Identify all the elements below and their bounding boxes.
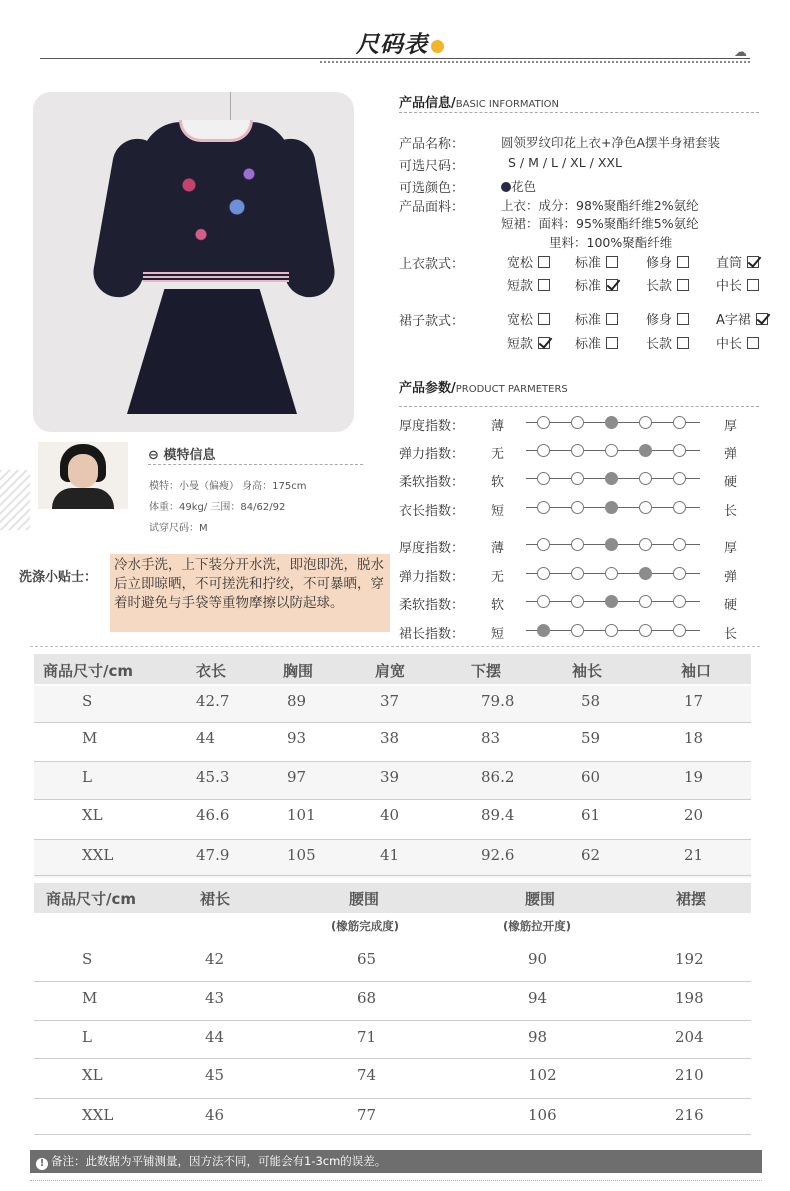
- table1-cell: 89.4: [481, 806, 515, 824]
- fabric-skirt: 短裙：面料：95%聚酯纤维5%氨纶: [501, 216, 699, 231]
- param-node: [537, 444, 550, 457]
- checkbox[interactable]: [538, 256, 550, 268]
- param-node: [673, 567, 686, 580]
- basic-info-divider: [399, 112, 759, 113]
- param-level-marker: [639, 444, 652, 457]
- checkbox[interactable]: [747, 279, 759, 291]
- table1-cell: 89: [287, 692, 307, 710]
- param-slider: [526, 624, 700, 638]
- model-stats-line1: 模特：小曼（偏瘦） 身高：175cm: [149, 481, 307, 492]
- checkbox[interactable]: [677, 313, 689, 325]
- table2-header-bar: [34, 883, 751, 913]
- table1-cell: 62: [581, 846, 601, 864]
- top-style-option[interactable]: 短款: [507, 275, 550, 294]
- top-style-option[interactable]: 标准: [575, 275, 618, 294]
- table1-cell: M: [82, 729, 98, 747]
- param-low-label: 短: [491, 504, 505, 519]
- section-divider: [30, 646, 760, 647]
- table1-cell: 44: [196, 729, 216, 747]
- product-name-label: 产品名称：: [399, 137, 465, 152]
- table1-cell: 58: [581, 692, 601, 710]
- table2-cell: S: [82, 950, 93, 968]
- param-node: [571, 416, 584, 429]
- param-node: [571, 444, 584, 457]
- param-node: [537, 567, 550, 580]
- product-name: 圆领罗纹印花上衣+净色A摆半身裙套装: [501, 135, 721, 150]
- table2-cell: XL: [82, 1066, 103, 1084]
- param-high-label: 硬: [724, 598, 738, 613]
- table1-cell: 17: [684, 692, 704, 710]
- param-label: 弹力指数：: [399, 570, 465, 585]
- info-icon: !: [36, 1158, 48, 1170]
- param-level-marker: [639, 567, 652, 580]
- product-photo: [33, 92, 354, 432]
- skirt-style-option[interactable]: A字裙: [716, 309, 768, 328]
- param-level-marker: [605, 538, 618, 551]
- top-style-option[interactable]: 直筒: [716, 252, 759, 271]
- header-dotted-divider: [320, 61, 750, 64]
- table1-header-cell: 肩宽: [375, 662, 406, 680]
- param-level-marker: [605, 595, 618, 608]
- table2-cell: 204: [675, 1028, 704, 1046]
- table1-cell: 21: [684, 846, 704, 864]
- table1-cell: L: [82, 768, 92, 786]
- top-style-option[interactable]: 标准: [575, 252, 618, 271]
- model-avatar: [38, 442, 128, 509]
- table1-cell: 38: [380, 729, 400, 747]
- checkbox[interactable]: [606, 313, 618, 325]
- param-node: [571, 472, 584, 485]
- top-style-option[interactable]: 长款: [646, 275, 689, 294]
- table2-cell: 90: [528, 950, 548, 968]
- table2-header-cell: 腰围: [349, 890, 380, 908]
- params-divider: [399, 406, 759, 407]
- param-low-label: 薄: [491, 541, 505, 556]
- param-slider: [526, 595, 700, 609]
- table2-cell: 44: [205, 1028, 225, 1046]
- param-node: [673, 501, 686, 514]
- table1-cell: 83: [481, 729, 501, 747]
- param-node: [639, 472, 652, 485]
- measurement-note: ! 备注：此数据为平铺测量，因方法不同，可能会有1-3cm的误差。: [30, 1150, 762, 1173]
- param-node: [537, 416, 550, 429]
- skirt-style-option[interactable]: 标准: [575, 309, 618, 328]
- bottom-divider: [30, 1180, 762, 1181]
- wash-tips-text: 冷水手洗，上下装分开水洗，即泡即洗，脱水后立即晾晒，不可搓洗和拧绞，不可暴晒，穿着时避免与手袋等重物摩擦以防起球。: [110, 554, 390, 632]
- table2-cell: 210: [675, 1066, 704, 1084]
- zigzag-decoration: [0, 470, 30, 530]
- table2-cell: 98: [528, 1028, 548, 1046]
- top-style-label: 上衣款式：: [399, 257, 465, 272]
- table1-cell: 101: [287, 806, 316, 824]
- page-title: 尺码表: [356, 32, 428, 58]
- table2-cell: 43: [205, 989, 225, 1007]
- checked-checkbox[interactable]: [538, 337, 550, 349]
- param-high-label: 硬: [724, 475, 738, 490]
- param-node: [605, 624, 618, 637]
- table1-cell: 93: [287, 729, 307, 747]
- checked-checkbox[interactable]: [747, 256, 759, 268]
- param-level-marker: [537, 624, 550, 637]
- table-row-divider: [34, 981, 751, 982]
- param-label: 衣长指数：: [399, 504, 465, 519]
- table-row-divider: [34, 1058, 751, 1059]
- table1-cell: S: [82, 692, 93, 710]
- header-divider: [40, 58, 750, 59]
- table1-cell: 41: [380, 846, 400, 864]
- skirt-style-option[interactable]: 中长: [716, 333, 759, 352]
- model-info-divider: [148, 464, 363, 465]
- param-node: [571, 567, 584, 580]
- table1-header-cell: 袖长: [572, 662, 603, 680]
- table2-header-cell: 裙长: [200, 890, 231, 908]
- wash-tips-label: 洗涤小贴士：: [19, 570, 98, 585]
- table1-cell: 19: [684, 768, 704, 786]
- table-row-divider: [34, 722, 751, 723]
- param-high-label: 厚: [724, 419, 738, 434]
- table1-cell: 97: [287, 768, 307, 786]
- checkbox[interactable]: [677, 256, 689, 268]
- param-low-label: 短: [491, 627, 505, 642]
- checkbox[interactable]: [677, 279, 689, 291]
- table-row-divider: [34, 1020, 751, 1021]
- param-node: [673, 416, 686, 429]
- table2-cell: 102: [528, 1066, 557, 1084]
- param-low-label: 薄: [491, 419, 505, 434]
- basic-info-title: 产品信息/BASIC INFORMATION: [399, 96, 560, 111]
- param-node: [571, 595, 584, 608]
- param-high-label: 弹: [724, 570, 738, 585]
- param-label: 柔软指数：: [399, 475, 465, 490]
- fabric-lining: 里料：100%聚酯纤维: [549, 235, 673, 250]
- param-low-label: 软: [491, 598, 505, 613]
- skirt-style-option[interactable]: 宽松: [507, 309, 550, 328]
- table-row-divider: [34, 799, 751, 800]
- table2-cell: 46: [205, 1106, 225, 1124]
- params-title: 产品参数/PRODUCT PARMETERS: [399, 381, 568, 396]
- table2-subheader: (橡筋完成度): [331, 919, 400, 933]
- table1-cell: 42.7: [196, 692, 230, 710]
- table1-header-cell: 下摆: [471, 662, 502, 680]
- table2-cell: 94: [528, 989, 548, 1007]
- param-node: [537, 538, 550, 551]
- table1-cell: 40: [380, 806, 400, 824]
- skirt-style-option[interactable]: 修身: [646, 309, 689, 328]
- cloud-icon: ☁: [734, 45, 747, 60]
- table1-cell: 105: [287, 846, 316, 864]
- fabric-top: 上衣：成分：98%聚酯纤维2%氨纶: [501, 198, 699, 213]
- skirt-style-option[interactable]: 短款: [507, 333, 550, 352]
- param-level-marker: [605, 472, 618, 485]
- table1-header-cell: 衣长: [196, 662, 227, 680]
- table1-cell: 39: [380, 768, 400, 786]
- param-slider: [526, 501, 700, 515]
- checked-checkbox[interactable]: [606, 279, 618, 291]
- param-label: 裙长指数：: [399, 627, 465, 642]
- table1-cell: 45.3: [196, 768, 230, 786]
- table2-subheader: (橡筋拉开度): [503, 919, 572, 933]
- table2-cell: 192: [675, 950, 704, 968]
- param-node: [571, 538, 584, 551]
- back-arrow-icon: ⊖: [148, 448, 159, 463]
- table1-cell: XL: [82, 806, 103, 824]
- table2-cell: 216: [675, 1106, 704, 1124]
- color-label: 可选颜色：: [399, 181, 465, 196]
- table2-cell: 45: [205, 1066, 225, 1084]
- checkbox[interactable]: [677, 337, 689, 349]
- table2-cell: M: [82, 989, 98, 1007]
- table1-cell: 79.8: [481, 692, 515, 710]
- table2-cell: 74: [357, 1066, 377, 1084]
- table1-cell: 86.2: [481, 768, 515, 786]
- param-slider: [526, 538, 700, 552]
- table1-cell: 37: [380, 692, 400, 710]
- table1-cell: 60: [581, 768, 601, 786]
- sizes-label: 可选尺码：: [399, 159, 465, 174]
- model-stats-line2: 体重：49kg/ 三围：84/62/92: [149, 502, 286, 513]
- top-style-option[interactable]: 宽松: [507, 252, 550, 271]
- param-level-marker: [605, 501, 618, 514]
- color-dot-icon: [501, 182, 511, 192]
- table2-header-cell: 商品尺寸/cm: [46, 890, 137, 908]
- param-high-label: 长: [724, 627, 738, 642]
- checkbox[interactable]: [606, 337, 618, 349]
- param-node: [673, 595, 686, 608]
- param-node: [639, 595, 652, 608]
- table2-cell: 71: [357, 1028, 377, 1046]
- title-dot-decoration: [431, 40, 444, 53]
- checkbox[interactable]: [606, 256, 618, 268]
- param-low-label: 无: [491, 447, 505, 462]
- table1-cell: 61: [581, 806, 601, 824]
- param-slider: [526, 444, 700, 458]
- table2-cell: 106: [528, 1106, 557, 1124]
- table2-cell: XXL: [82, 1106, 114, 1124]
- param-label: 厚度指数：: [399, 419, 465, 434]
- color-value: 花色: [501, 177, 536, 195]
- table1-header-cell: 商品尺寸/cm: [43, 662, 134, 680]
- param-low-label: 软: [491, 475, 505, 490]
- param-node: [673, 538, 686, 551]
- sizes-value: S / M / L / XL / XXL: [508, 155, 622, 170]
- table1-cell: 47.9: [196, 846, 230, 864]
- table-row-divider: [34, 875, 751, 876]
- param-node: [673, 624, 686, 637]
- checkbox[interactable]: [747, 337, 759, 349]
- fabric-label: 产品面料：: [399, 200, 465, 215]
- param-node: [571, 501, 584, 514]
- model-stats-line3: 试穿尺码：M: [149, 523, 208, 534]
- param-node: [639, 538, 652, 551]
- param-node: [639, 501, 652, 514]
- checked-checkbox[interactable]: [756, 313, 768, 325]
- table1-cell: 20: [684, 806, 704, 824]
- top-style-option[interactable]: 修身: [646, 252, 689, 271]
- table1-cell: 59: [581, 729, 601, 747]
- top-style-option[interactable]: 中长: [716, 275, 759, 294]
- param-node: [639, 624, 652, 637]
- table2-header-cell: 腰围: [525, 890, 556, 908]
- checkbox[interactable]: [538, 313, 550, 325]
- param-node: [571, 624, 584, 637]
- checkbox[interactable]: [538, 279, 550, 291]
- table2-cell: L: [82, 1028, 92, 1046]
- param-node: [537, 472, 550, 485]
- table2-header-cell: 裙摆: [676, 890, 707, 908]
- skirt-style-label: 裙子款式：: [399, 314, 465, 329]
- param-label: 厚度指数：: [399, 541, 465, 556]
- param-node: [605, 444, 618, 457]
- param-high-label: 弹: [724, 447, 738, 462]
- model-info-title: ⊖ 模特信息: [148, 448, 216, 463]
- table1-header-cell: 胸围: [283, 662, 314, 680]
- param-high-label: 厚: [724, 541, 738, 556]
- param-low-label: 无: [491, 570, 505, 585]
- param-high-label: 长: [724, 504, 738, 519]
- table1-cell: 18: [684, 729, 704, 747]
- param-node: [673, 472, 686, 485]
- table1-cell: 46.6: [196, 806, 230, 824]
- skirt-style-option[interactable]: 标准: [575, 333, 618, 352]
- table-row-divider: [34, 1098, 751, 1099]
- param-slider: [526, 416, 700, 430]
- table2-cell: 77: [357, 1106, 377, 1124]
- skirt-style-option[interactable]: 长款: [646, 333, 689, 352]
- table1-cell: 92.6: [481, 846, 515, 864]
- param-node: [537, 595, 550, 608]
- table-row-divider: [34, 1134, 751, 1135]
- table1-header-cell: 袖口: [681, 662, 712, 680]
- param-label: 弹力指数：: [399, 447, 465, 462]
- param-node: [639, 416, 652, 429]
- param-level-marker: [605, 416, 618, 429]
- table2-cell: 198: [675, 989, 704, 1007]
- table2-cell: 65: [357, 950, 377, 968]
- table1-cell: XXL: [82, 846, 114, 864]
- param-slider: [526, 567, 700, 581]
- param-label: 柔软指数：: [399, 598, 465, 613]
- param-slider: [526, 472, 700, 486]
- table2-cell: 68: [357, 989, 377, 1007]
- table2-cell: 42: [205, 950, 225, 968]
- param-node: [605, 567, 618, 580]
- param-node: [673, 444, 686, 457]
- param-node: [537, 501, 550, 514]
